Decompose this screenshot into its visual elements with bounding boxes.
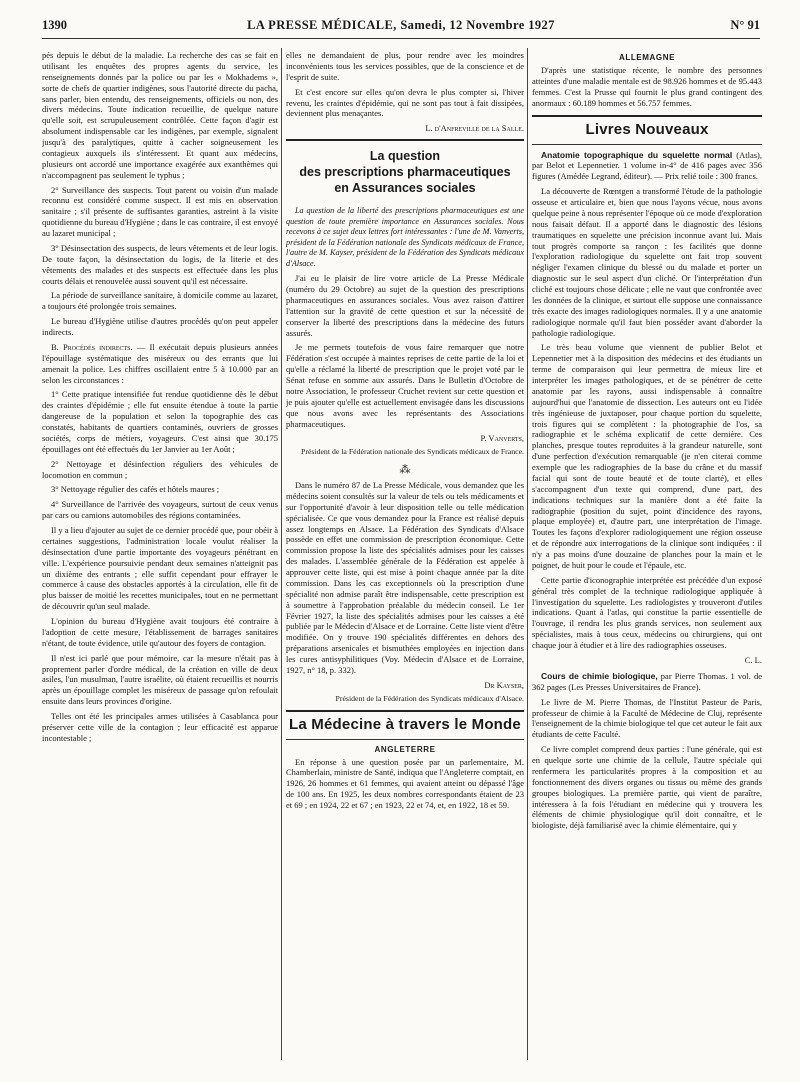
paragraph: 3° Nettoyage régulier des cafés et hôtels maures ; bbox=[51, 484, 220, 495]
country-heading: ANGLETERRE bbox=[374, 744, 436, 754]
country-heading: ALLEMAGNE bbox=[618, 53, 676, 62]
paragraph: Ce livre complet comprend deux parties : l'une générale, qui est en quelque sorte une chimie de la cellule, l'autre spéciale qui renfermera les particularités propres à la composition et au fonctionnement des divers organes ou tissus ou même des grands groupes biologiques. La première partie, qui vient de paraître, intéressera à la fois l'étudiant en médecine qui y trouvera les éléments de chimie physiologique qu'il doit connaître, et le biologiste, déjà familiarisé avec la chimie élémentaire, qui y bbox=[532, 744, 762, 831]
section-divider bbox=[532, 144, 762, 145]
article-intro: La question de la liberté des prescriptions pharmaceutiques est une question de toute première importance en Assurances sociales. Nous recevons à ce sujet deux lettres fort intéressantes : l'une de M. Vanverts, président de la Fédération nationale des Syndicats médicaux de France, l'autre de M. Kayser, président de la Fédération des Syndicats médicaux d'Alsace. bbox=[286, 206, 524, 268]
section-title: La Médecine à travers le Monde bbox=[289, 715, 521, 733]
journal-title: LA PRESSE MÉDICALE, Samedi, 12 Novembre 1927 bbox=[247, 18, 555, 32]
reviewer-initials: C. L. bbox=[744, 654, 762, 665]
paragraph: 2° Nettoyage et désinfection réguliers des véhicules de locomotion en commun ; bbox=[42, 458, 278, 480]
article-title-line: des prescriptions pharmaceutiques bbox=[299, 164, 511, 179]
paragraph: 1° Cette pratique intensifiée fut rendue quotidienne dès le début des craintes d'épidémie ; elle fut ensuite étendue à toute la partie dangereuse de la population et selon la topographie des cas constatés, habitants de quartiers contaminés, ouvriers de grosses sociétés, corps de métiers, voyageurs. C'est ainsi que 30.175 épouillages ont été effectués du 1er Janvier au 1er Août ; bbox=[42, 389, 278, 454]
column-3 bbox=[532, 50, 762, 1060]
article-title bbox=[286, 149, 524, 196]
paragraph: En réponse à une question posée par un parlementaire, M. Chamberlain, ministre de Santé, indiqua que l'Angleterre comptait, en 1926, 26 hommes et 61 femmes, qui avaient atteint ou dépassé l'âge de 100 ans. En 1925, les deux nombres correspondants étaient de 23 et 69 ; en 1924, 22 et 67 ; en 1923, 22 et 74, et, en 1922, 18 et 59. bbox=[286, 756, 524, 811]
paragraph: L'opinion du bureau d'Hygiène avait toujours été contraire à l'adoption de cette mesure, l'établissement de barrages sanitaires n'étant, de toute évidence, utile qu'autour des foyers de contagion. bbox=[42, 616, 278, 648]
paragraph: pés depuis le début de la maladie. La recherche des cas se fait en utilisant les enquêtes des propres agents du service, les renseignements donnés par la police ou par les « Mokhadems », sorte de chefs de quartier indigènes, sous l'autorité directe du pacha, sans parler, bien entendu, des renseignements, officiels ou non, des divers médecins. Toute indication recueillie, de quelque nature qu'elle soit, est scrupuleusement contrôlée. Cette façon d'agir est absolument indispensable car les indigènes, par exemple, signalent jusqu'à des paralytiques, quitte à cacher soigneusement les contagieux auxquels ils s'intéressent. Et quant aux médecins, plusieurs ont accordé une importance exagérée aux exanthèmes qui n'accompagnent pas seulement le typhus ; bbox=[42, 50, 278, 180]
section-title: Livres Nouveaux bbox=[585, 120, 709, 138]
paragraph: Telles ont été les principales armes utilisées à Casablanca pour préserver cette ville de la contagion ; leur efficacité est apparue incontestable ; bbox=[42, 711, 278, 743]
book-title: Cours de chimie biologique, bbox=[541, 670, 658, 681]
paragraph: 4° Surveillance de l'arrivée des voyageurs, surtout de ceux venus par cars ou camions automobiles des régions contaminées. bbox=[42, 499, 278, 521]
section-divider bbox=[286, 710, 524, 712]
page-header bbox=[42, 16, 760, 39]
column-1 bbox=[42, 50, 278, 1060]
paragraph: Le livre de M. Pierre Thomas, de l'Institut Pasteur de Paris, professeur de chimie à la Faculté de Médecine de Cluj, représente l'enseignement de la chimie biologique tel que cet auteur le fait aux étudiants de cette Faculté. bbox=[532, 696, 762, 740]
paragraph-text: — Il exécutait depuis plusieurs années l'épouillage systématique des miséreux ou des errants que lui amenait la police. Les chiffres oscillaient entre 5 à 10.000 par an selon les circonstances : bbox=[42, 341, 278, 385]
paragraph: 3° Désinsectation des suspects, de leurs vêtements et de leur logis. De toute façon, la désinsectation du logis, de la literie et des vêtements des malades et des suspects est effectuée dans les plus courts délais et renouvelée aussi souvent qu'il est nécessaire. bbox=[42, 242, 278, 286]
book-details: (Atlas), par Belot et Lepennetier. 1 volume in-4° de 416 pages avec 356 figures (Amédée Legrand, éditeur). — Prix relié toile : 300 francs. bbox=[532, 149, 762, 182]
paragraph: elles ne demandaient de plus, pour rendre avec les moindres inconvénients tous les services possibles, que de la conscience et de l'esprit de suite. bbox=[286, 50, 524, 82]
book-details: par Pierre Thomas. 1 vol. de 362 pages (Les Presses Universitaires de France). bbox=[532, 670, 762, 692]
paragraph: 2° Surveillance des suspects. Tout parent ou voisin d'un malade reconnu est considéré comme suspect. Il est mis en observation sanitaire ; s'il présente de suffisantes garanties, astreint à la visite quotidienne du bureau d'Hygiène ; dans le cas contraire, il est envoyé au lazaret municipal ; bbox=[42, 184, 278, 238]
paragraph: D'après une statistique récente, le nombre des personnes atteintes d'une maladie mentale est de 98.926 hommes et de 95.443 femmes. C'est la Prusse qui fournit le plus grand contingent des anormaux : 60.189 hommes et 56.757 femmes. bbox=[532, 65, 762, 108]
book-entry bbox=[532, 150, 762, 183]
paragraph: La découverte de Rœntgen a transformé l'étude de la pathologie osseuse et articulaire et, bien que nous l'ayons vécue, nous avons quelque peine à nous représenter l'époque où ce mode d'exploration nous faisait défaut. Il a apporté dans le diagnostic des lésions traumatiques en squelette une précision inconnue avant lui. Mais tout progrès comporte sa rançon : les facilités que donne l'exploration radiologique du squelette ont fait trop souvent négliger l'examen clinique du blessé ou du malade et porter un diagnostic sur le seul aspect d'un cliché. Or l'interprétation d'un cliché est toujours chose délicate ; elle ne vaut que confrontée avec les données de la clinique, et surtout elle suppose une connaissance très exacte des images radiologiques normales. Il y a une anatomie radiologique normale qu'il faut bien posséder avant d'aborder la pathologie radiologique. bbox=[532, 186, 762, 338]
paragraph: Dans le numéro 87 de La Presse Médicale, vous demandez que les médecins soient consultés sur la valeur de tels ou tels médicaments et sur l'opportunité d'avoir à leur disposition telle ou telle médication spécialisée. Ce que vous demandez pour la France est réalisé depuis assez longtemps en Alsace. La Fédération des Syndicats d'Alsace possède en effet une commission de prescription économique. Cette commission propose la liste des spécialités admises pour les caisses des malades. L'assemblée générale de la Fédération est appelée à approuver cette liste, qui est mise à point chaque année par la dite commission. Dans les cas exceptionnels où la prescription d'une spécialité non admise paraît être indispensable, cette prescription est à soumettre à l'approbation préalable du médecin conseil. Le 1er Février 1927, la liste des spécialités admises pour les caisses a été publiée par le Médecin d'Alsace et de Lorraine. Cette liste vient d'être modifiée. On y trouve 190 spécialités différentes en dehors des préparations arsenicales et bismuthées employées en injection dans les cures antisyphilitiques (Voy. Médecin d'Alsace et de Lorraine, 1927, n° 18, p. 332). bbox=[286, 480, 524, 675]
paragraph: Et c'est encore sur elles qu'on devra le plus compter si, l'hiver revenu, les craintes d'épidémie, qui ne sont pas tout à fait dissipées, deviennent plus menaçantes. bbox=[286, 86, 524, 119]
paragraph: Le bureau d'Hygiène utilise d'autres procédés qu'on peut appeler indirects. bbox=[42, 316, 278, 337]
column-rule-1 bbox=[281, 48, 282, 1060]
article-title-line: La question bbox=[369, 149, 441, 164]
page-number: 1390 bbox=[42, 18, 67, 32]
section-divider bbox=[532, 115, 762, 117]
paragraph: Il y a lieu d'ajouter au sujet de ce dernier procédé que, pour obéir à certaines suggestions, l'administration locale voulut réaliser la désinsectation d'une partie importante des voyageurs pénétrant en ville. L'expérience poursuivie pendant deux semaines n'atteignit pas un dixième des entrants ; elle suffit cependant pour effrayer le commerce à cause des obstacles apportés à la circulation, elle fit de plus baisser de moitié les recettes municipales, tout en ne permettant de découvrir qu'un seul malade. bbox=[42, 525, 278, 612]
section-divider bbox=[286, 139, 524, 141]
column-rule-2 bbox=[527, 48, 528, 1060]
book-entry bbox=[532, 671, 762, 693]
paragraph bbox=[42, 342, 278, 386]
paragraph: J'ai eu le plaisir de lire votre article de La Presse Médicale (numéro du 29 Octobre) au sujet de la question des prescriptions pharmaceutiques en assurances sociales. Vous avez raison d'attirer l'attention sur la gravité de cette question et sur la nécessité de conserver la liberté des prescriptions dans la médecine des futurs assurés. bbox=[286, 273, 524, 338]
paragraph: Il n'est ici parlé que pour mémoire, car la mesure n'était pas à proprement parler d'ordre médical, de la création en ville de deux asiles, l'un musulman, l'autre israélite, où étaient recueillis et nourris après un épouillage complet les miséreux de passage qu'on refoulait ensuite dans leurs provinces d'origine. bbox=[42, 652, 278, 707]
author-title: Président de la Fédération des Syndicats médicaux d'Alsace. bbox=[335, 693, 524, 703]
paragraph: Je me permets toutefois de vous faire remarquer que notre Fédération s'est occupée à maintes reprises de cette partie de la loi et qu'elle a réclamé la liberté de prescription que le projet voté par le Sénat refuse en somme aux assurés. Dans le Bulletin d'Octobre de notre Association, le professeur Cruchet revient sur cette question et je puis ajouter qu'elle est actuellement envisagée dans les discussions que nous avons avec les représentants des Associations pharmaceutiques. bbox=[286, 342, 524, 429]
column-2 bbox=[286, 50, 524, 1060]
issue-number: N° 91 bbox=[730, 18, 760, 32]
author-signature: Dr Kayser, bbox=[484, 679, 524, 690]
book-title: Anatomie topographique du squelette normal bbox=[541, 149, 733, 160]
subsection-lead: B. Procédés indirects. bbox=[51, 341, 133, 352]
section-divider bbox=[286, 739, 524, 740]
paragraph: Cette partie d'iconographie interprétée est précédée d'un exposé général très complet de la technique radiologique appliquée à l'investigation du squelette. Les radiologistes y trouveront d'utiles indications. Quant à l'atlas, qui constitue la partie essentielle de l'ouvrage, il rendra les plus grands services, non seulement aux spécialistes, mais à tous ceux, médecins ou chirurgiens, qui ont chaque jour à étudier et à lire des radiographies osseuses. bbox=[532, 574, 762, 650]
author-signature: L. d'Anfreville de la Salle. bbox=[425, 123, 524, 134]
author-title: Président de la Fédération nationale des Syndicats médicaux de France. bbox=[300, 447, 524, 457]
paragraph: Le très beau volume que viennent de publier Belot et Lepennetier met à la disposition des médecins et des étudiants un terme de comparaison qui leur permettra de mieux lire et interpréter les images pathologiques, et de se pénétrer de cette anatomie par les rayons, aussi indispensable à connaître aujourd'hui que l'anatomie de dissection. Les auteurs ont eu l'idée très ingénieuse de juxtaposer, pour chaque portion du squelette, trois figures qui se complètent : la photographie de l'os, sa radiographie et le schéma explicatif de cette dernière. Ces planches, presque toutes reproduites à la grandeur naturelle, sont d'une perfection d'exécution remarquable (je n'en citerai comme exemple que les radiographies de la base du crâne et du massif facial qui sont de toute beauté et de toute clarté), et elles s'accompagnent d'un texte qui comprend, d'une part, des indications techniques sur la manière dont a été faite la radiographie (position du sujet, point d'incidence des rayons, plaque employée) et, d'autre part, une interprétation de l'image. Toutes les façons d'explorer radiologiquement une région osseuse et de répondre aux interrogations de la clinique sont indiquées : il n'y a pas moins d'une douzaine de planches pour la main et le poignet, de huit pour le coude et l'épaule, etc. bbox=[532, 342, 762, 570]
author-signature: P. Vanverts, bbox=[480, 433, 524, 444]
paragraph: La période de surveillance sanitaire, à domicile comme au lazaret, a toujours été prolongée trois semaines. bbox=[42, 290, 278, 312]
article-title-line: en Assurances sociales bbox=[334, 180, 476, 195]
asterism: ⁂ bbox=[399, 464, 411, 477]
